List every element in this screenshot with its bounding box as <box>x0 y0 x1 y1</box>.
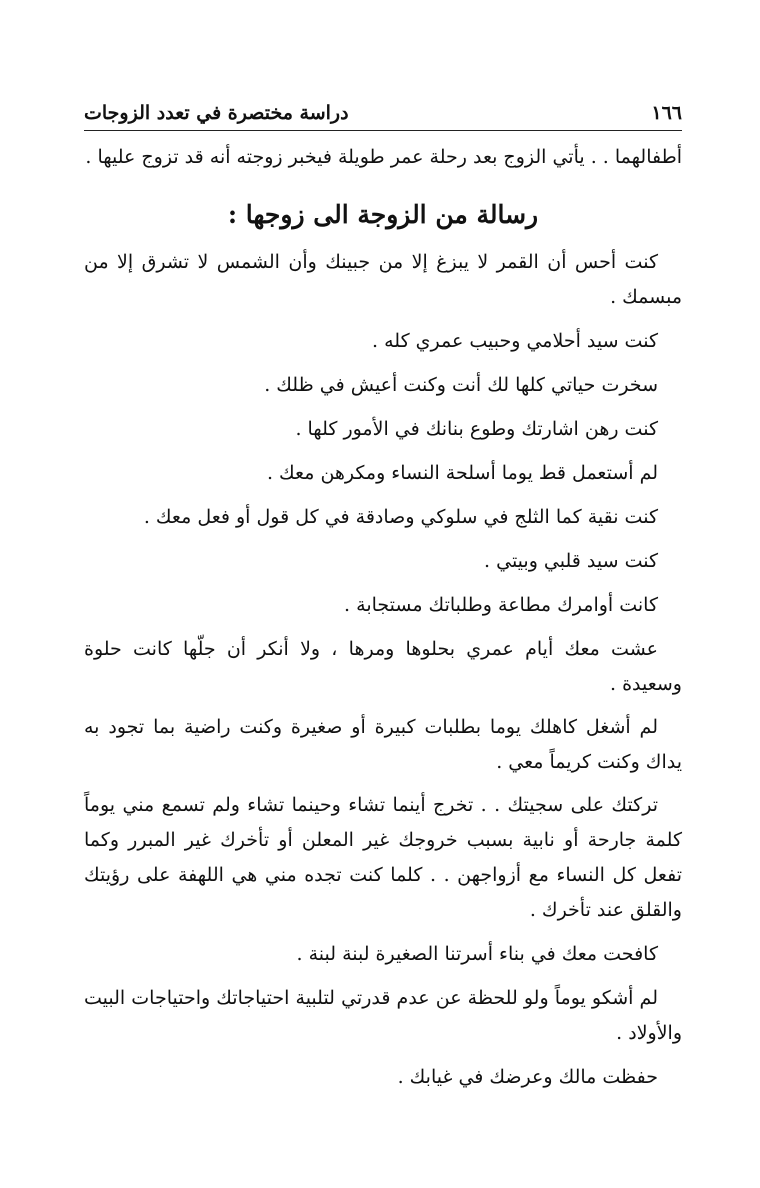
paragraph: لم أستعمل قط يوما أسلحة النساء ومكرهن معك . <box>266 462 658 484</box>
intro-paragraph: أطفالهما . . يأتي الزوج بعد رحلة عمر طويلة فيخبر زوجته أنه قد تزوج عليها . <box>85 146 682 168</box>
page-header <box>84 94 682 124</box>
paragraph: سخرت حياتي كلها لك أنت وكنت أعيش في ظلك . <box>264 374 658 396</box>
section-title: رسالة من الزوجة الى زوجها : <box>227 200 539 229</box>
paragraph: لم أشكو يوماً ولو للحظة عن عدم قدرتي لتلبية احتياجاتك واحتياجات البيت والأولاد . <box>84 987 682 1044</box>
paragraph: حفظت مالك وعرضك في غيابك . <box>397 1066 658 1088</box>
header-divider <box>84 130 682 131</box>
page-number: ١٦٦ <box>651 102 682 124</box>
paragraph: كنت أحس أن القمر لا يبزغ إلا من جبينك وأن الشمس لا تشرق إلا من مبسمك . <box>84 251 682 308</box>
paragraph: تركتك على سجيتك . . تخرج أينما تشاء وحينما تشاء ولم تسمع مني يوماً كلمة جارحة أو نابية بسبب خروجك غير المعلن أو تأخرك غير المبرر وكما تفعل كل النساء مع أزواجهن . . كلما كنت تجده مني هي اللهفة على رؤيتك والقلق عند تأخرك . <box>84 794 682 921</box>
paragraph: كنت سيد قلبي وبيتي . <box>484 550 658 572</box>
paragraph: كانت أوامرك مطاعة وطلباتك مستجابة . <box>344 594 658 616</box>
paragraph: كنت سيد أحلامي وحبيب عمري كله . <box>372 330 658 352</box>
running-title: دراسة مختصرة في تعدد الزوجات <box>84 102 349 124</box>
paragraph: كنت نقية كما الثلج في سلوكي وصادقة في كل قول أو فعل معك . <box>143 506 658 528</box>
paragraph: عشت معك أيام عمري بحلوها ومرها ، ولا أنكر أن جلّها كانت حلوة وسعيدة . <box>84 638 682 695</box>
page-body <box>84 140 682 1104</box>
paragraph: كافحت معك في بناء أسرتنا الصغيرة لبنة لبنة . <box>296 943 658 965</box>
paragraph: لم أشغل كاهلك يوما بطلبات كبيرة أو صغيرة وكنت راضية بما تجود به يداك وكنت كريماً معي . <box>84 716 682 773</box>
paragraph: كنت رهن اشارتك وطوع بنانك في الأمور كلها . <box>295 418 658 440</box>
